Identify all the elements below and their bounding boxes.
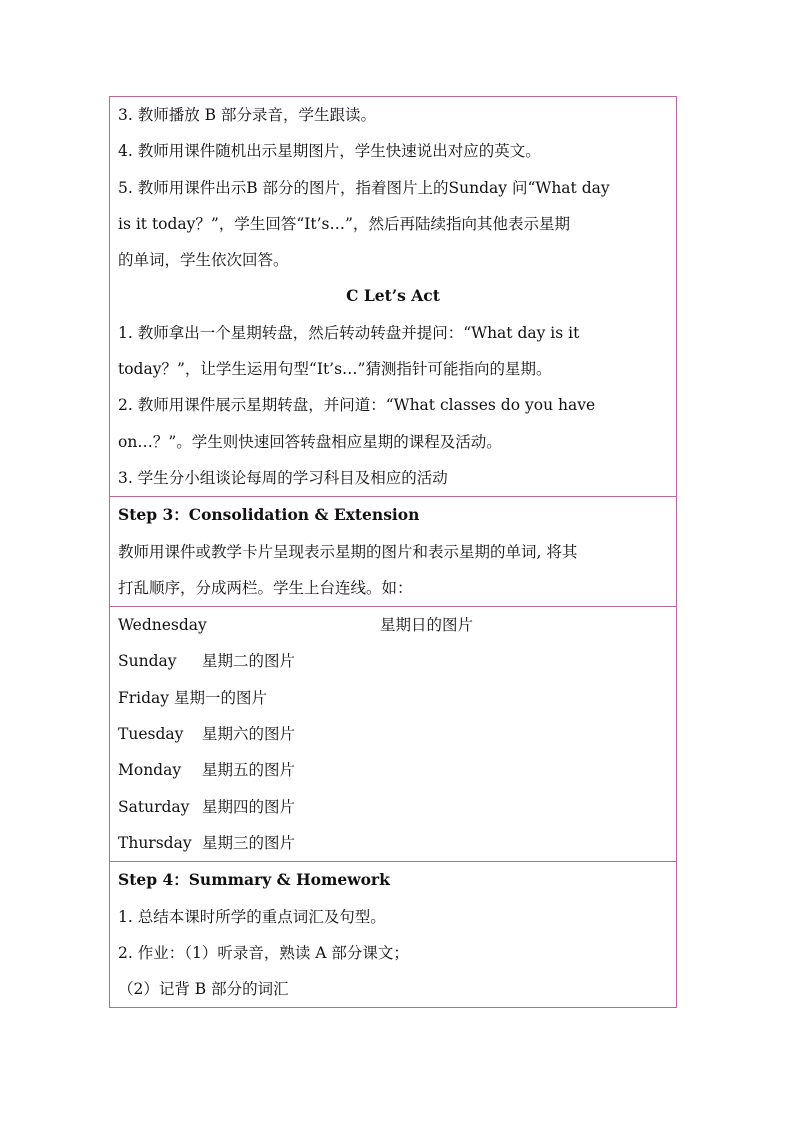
step3-cell: [110, 496, 676, 606]
step4-heading: Step 4：Summary & Homework: [118, 870, 390, 890]
step-line: 5. 教师用课件出示B 部分的图片，指着图片上的Sunday 问“What day: [118, 178, 610, 197]
matching-row: [118, 752, 668, 788]
matching-cell: [110, 606, 676, 861]
weekday-picture-label: 星期二的图片: [202, 652, 296, 671]
matching-row: [118, 680, 668, 716]
step-line: 2. 作业：（1）听录音，熟读 A 部分课文；: [118, 943, 409, 962]
matching-row: [118, 789, 668, 825]
step-line: on…？”。学生则快速回答转盘相应星期的课程及活动。: [118, 432, 502, 451]
weekday-picture-label: 星期一的图片: [174, 688, 268, 707]
weekday-picture-label: 星期五的图片: [202, 761, 296, 780]
weekday-word: Tuesday: [118, 725, 184, 744]
weekday-word: Sunday: [118, 652, 177, 671]
weekday-picture-label: 星期日的图片: [380, 616, 474, 635]
weekday-picture-label: 星期六的图片: [202, 725, 296, 744]
weekday-word: Monday: [118, 761, 182, 780]
step-line: is it today？”，学生回答“It’s…”，然后再陆续指向其他表示星期: [118, 214, 570, 233]
matching-row: [118, 607, 668, 643]
step-line: 的单词，学生依次回答。: [118, 251, 289, 270]
matching-row: [118, 716, 668, 752]
step-line: 3. 教师播放 B 部分录音，学生跟读。: [118, 106, 376, 124]
matching-row: [118, 825, 668, 861]
step-line: 教师用课件或教学卡片呈现表示星期的图片和表示星期的单词, 将其: [118, 542, 578, 561]
step-line: 4. 教师用课件随机出示星期图片，学生快速说出对应的英文。: [118, 142, 541, 161]
step-line: （2）记背 B 部分的词汇: [118, 980, 289, 999]
step-line: 打乱顺序，分成两栏。学生上台连线。如：: [118, 578, 413, 597]
weekday-word: Thursday: [118, 833, 192, 852]
lesson-plan-table: [109, 96, 677, 1008]
step-line: 1. 教师拿出一个星期转盘，然后转动转盘并提问：“What day is it: [118, 323, 580, 342]
matching-row: [118, 643, 668, 679]
step4-cell: [110, 861, 676, 1007]
section-heading-lets-act: C Let’s Act: [346, 286, 440, 306]
step-line: 3. 学生分小组谈论每周的学习科目及相应的活动: [118, 468, 448, 487]
weekday-picture-label: 星期四的图片: [202, 797, 296, 816]
weekday-word: Saturday: [118, 797, 190, 816]
step3-heading: Step 3：Consolidation & Extension: [118, 505, 420, 525]
step-line: today？”，让学生运用句型“It’s…”猜测指针可能指向的星期。: [118, 360, 552, 379]
steps-cell: [110, 97, 676, 496]
weekday-picture-label: 星期三的图片: [202, 833, 296, 852]
step-line: 2. 教师用课件展示星期转盘，并问道：“What classes do you have: [118, 396, 596, 415]
weekday-word: Friday: [118, 688, 170, 707]
step-line: 1. 总结本课时所学的重点词汇及句型。: [118, 907, 386, 926]
weekday-word: Wednesday: [118, 616, 207, 635]
